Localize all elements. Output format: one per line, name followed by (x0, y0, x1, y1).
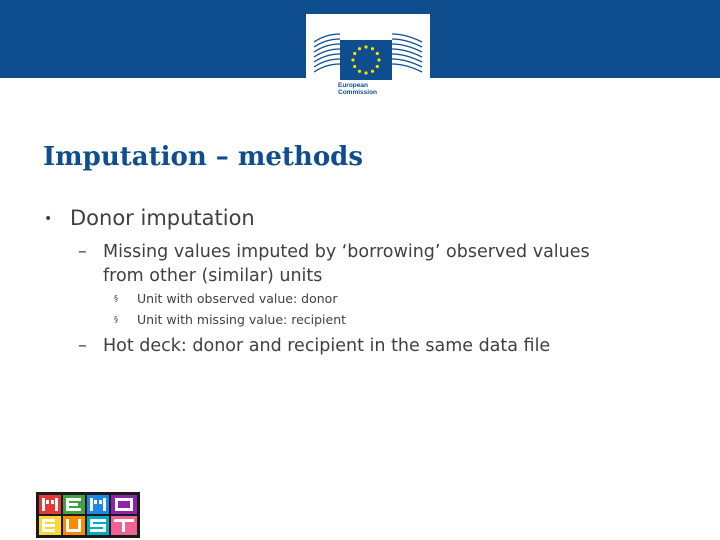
subbullet-line-2: from other (similar) units (103, 266, 323, 286)
subbullet-line-1: Missing values imputed by ‘borrowing’ observed values (103, 242, 590, 262)
wordmark-line-2: Commission (338, 89, 378, 96)
subbullet-marker: – (78, 336, 87, 356)
bullet-donor-imputation (44, 206, 255, 230)
subbullet-text: Hot deck: donor and recipient in the same data file (103, 336, 551, 356)
bullet-text: Donor imputation (70, 206, 255, 230)
bullet-marker: • (44, 211, 53, 227)
subsubbullet-text: Unit with missing value: recipient (137, 312, 347, 327)
memobust-logo-icon (36, 492, 140, 538)
subsubbullet-marker: § (114, 315, 118, 324)
slide-title: Imputation – methods (43, 142, 363, 172)
subsubbullet-text: Unit with observed value: donor (137, 291, 338, 306)
subsubbullet-marker: § (114, 294, 118, 303)
wordmark-line-1: European (338, 82, 368, 89)
subbullet-marker: – (78, 242, 87, 262)
